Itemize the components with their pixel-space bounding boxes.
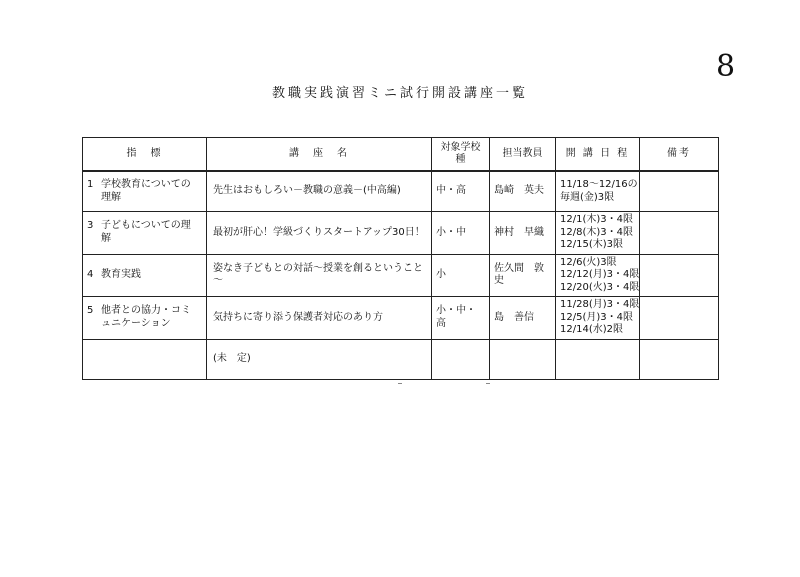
schedule-line: 12/15(木)3限 — [560, 239, 623, 250]
header-indicator: 指 標 — [83, 138, 207, 172]
cell-course-name: 気持ちに寄り添う保護者対応のあり方 — [207, 297, 432, 340]
schedule-line: 11/28(月)3・4限 — [560, 299, 640, 310]
cell-indicator — [83, 171, 207, 212]
row-number: 1 — [87, 179, 94, 190]
cell-instructor: 島崎 英夫 — [490, 171, 556, 212]
course-table — [82, 137, 719, 380]
row-number: 5 — [87, 305, 94, 317]
table-row — [83, 212, 719, 255]
schedule-line: 12/5(月)3・4限 — [560, 311, 633, 323]
table-row — [83, 171, 719, 212]
cell-notes — [640, 212, 719, 255]
cell-schedule — [556, 254, 640, 297]
cell-target-school — [432, 339, 490, 379]
schedule-line: 12/20(火)3・4限 — [560, 281, 640, 293]
cell-schedule — [556, 297, 640, 340]
page-title: 教職実践演習ミニ試行開設講座一覧 — [271, 86, 528, 101]
indicator-text: 他者との協力・コミュニケーション — [101, 305, 191, 329]
cell-notes — [640, 297, 719, 340]
schedule-line: 毎週(金)3限 — [560, 191, 615, 203]
cell-indicator — [83, 297, 207, 340]
header-target-school: 対象学校種 — [432, 138, 490, 172]
row-number: 4 — [87, 269, 94, 280]
cell-schedule — [556, 339, 640, 379]
page-number: 8 — [716, 49, 736, 84]
table-row — [83, 339, 719, 379]
indicator-text: 学校教育についての理解 — [101, 179, 191, 203]
header-instructor: 担当教員 — [490, 138, 556, 172]
cell-target-school: 中・高 — [432, 171, 490, 212]
cell-instructor — [490, 339, 556, 379]
scan-mark — [398, 383, 402, 384]
cell-course-name: 姿なき子どもとの対話～授業を創るということ～ — [207, 254, 432, 297]
table-row — [83, 297, 719, 340]
cell-instructor: 佐久間 敦史 — [490, 254, 556, 297]
header-course-name: 講 座 名 — [207, 138, 432, 172]
schedule-line: 12/6(火)3限 — [560, 256, 617, 268]
cell-course-name: 先生はおもしろい－教職の意義－(中高編) — [207, 171, 432, 212]
table-row — [83, 254, 719, 297]
table-header-row — [83, 138, 719, 172]
schedule-line: 12/1(木)3・4限 — [560, 214, 633, 225]
cell-instructor: 神村 早織 — [490, 212, 556, 255]
cell-notes — [640, 171, 719, 212]
scan-mark — [486, 383, 490, 384]
cell-schedule — [556, 171, 640, 212]
cell-course-name: 最初が肝心！学級づくりスタートアップ30日！ — [207, 212, 432, 255]
header-notes: 備考 — [640, 138, 719, 172]
cell-target-school: 小 — [432, 254, 490, 297]
cell-notes — [640, 339, 719, 379]
cell-indicator — [83, 339, 207, 379]
cell-notes — [640, 254, 719, 297]
cell-schedule — [556, 212, 640, 255]
row-number: 3 — [87, 220, 94, 232]
header-schedule: 開 講 日 程 — [556, 138, 640, 172]
schedule-line: 11/18～12/16の — [560, 179, 638, 190]
schedule-line: 12/12(月)3・4限 — [560, 269, 640, 280]
cell-target-school: 小・中 — [432, 212, 490, 255]
indicator-text: 子どもについての理解 — [101, 220, 191, 244]
schedule-line: 12/14(水)2限 — [560, 324, 623, 335]
schedule-line: 12/8(木)3・4限 — [560, 226, 633, 238]
indicator-text: 教育実践 — [101, 269, 141, 280]
cell-target-school: 小・中・高 — [432, 297, 490, 340]
cell-instructor: 島 善信 — [490, 297, 556, 340]
cell-indicator — [83, 254, 207, 297]
cell-indicator — [83, 212, 207, 255]
cell-course-name: (未 定) — [207, 339, 432, 379]
